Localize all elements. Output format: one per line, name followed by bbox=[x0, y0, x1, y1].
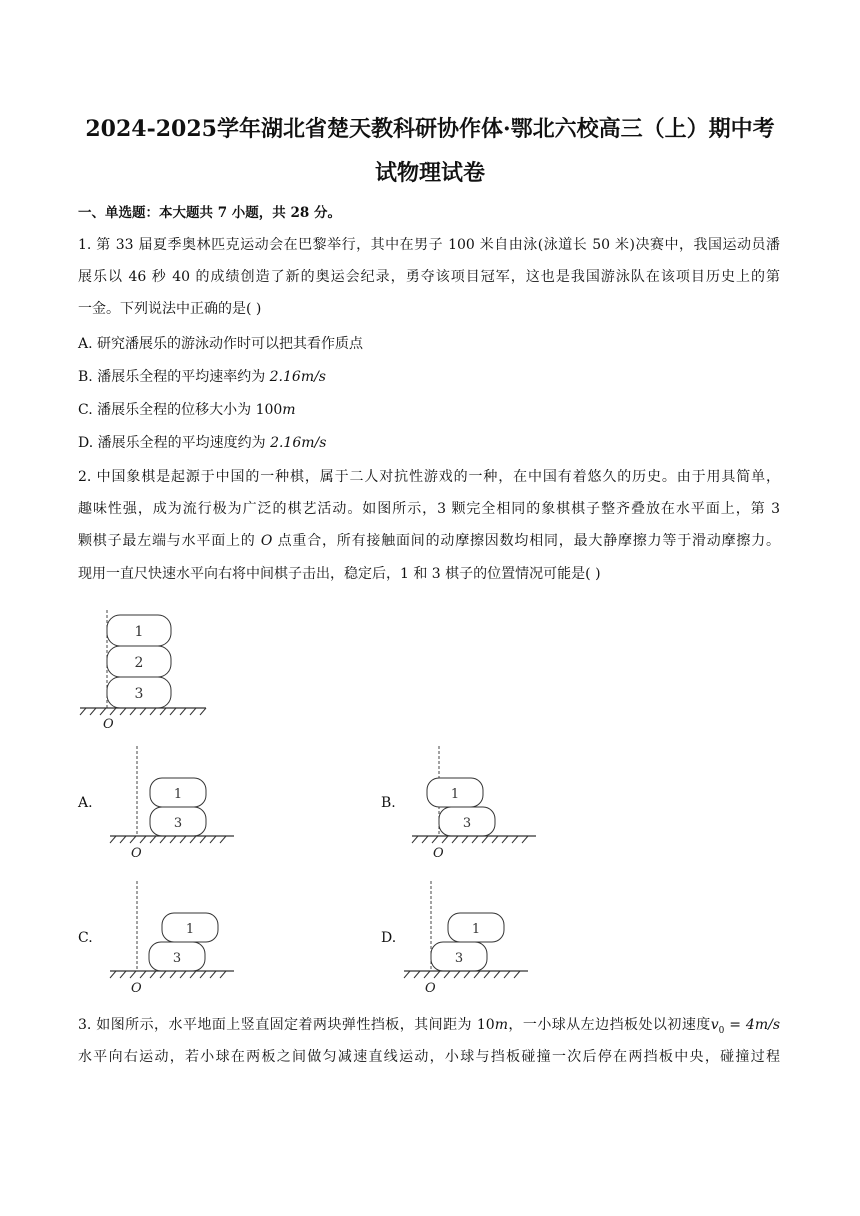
svg-text:3: 3 bbox=[454, 951, 464, 966]
svg-text:O: O bbox=[433, 846, 444, 861]
q2-option-d-figure bbox=[400, 877, 540, 997]
q2-main-figure bbox=[76, 602, 216, 732]
stack-piece-3 bbox=[107, 677, 171, 708]
svg-text:1: 1 bbox=[173, 787, 183, 802]
q2-option-b-figure bbox=[408, 742, 548, 862]
option-a-piece-1 bbox=[150, 778, 206, 807]
svg-text:O: O bbox=[103, 717, 114, 732]
option-b-piece-3 bbox=[439, 807, 495, 836]
svg-text:1: 1 bbox=[185, 922, 195, 937]
svg-text:2: 2 bbox=[134, 655, 144, 671]
exam-title-line2: 试物理试卷 bbox=[374, 160, 485, 186]
stack-piece-1 bbox=[107, 615, 171, 646]
exam-title-line1: 2024-2025学年湖北省楚天教科研协作体·鄂北六校高三（上）期中考 bbox=[85, 116, 775, 142]
q1-option-b: B. 潘展乐全程的平均速率约为 2.16m/s bbox=[78, 369, 326, 385]
svg-text:O: O bbox=[425, 981, 436, 996]
q2-line4: 现用一直尺快速水平向右将中间棋子击出，稳定后，1 和 3 棋子的位置情况可能是( ) bbox=[78, 566, 601, 582]
option-c-piece-1 bbox=[162, 913, 218, 942]
q1-line3: 一金。下列说法中正确的是( ) bbox=[78, 301, 262, 317]
svg-text:3: 3 bbox=[134, 686, 144, 702]
q2-option-b-label: B. bbox=[381, 795, 396, 811]
svg-text:3: 3 bbox=[462, 816, 472, 831]
svg-text:O: O bbox=[131, 846, 142, 861]
section-heading: 一、单选题：本大题共 7 小题，共 28 分。 bbox=[78, 205, 341, 221]
q2-line3: 颗棋子最左端与水平面上的 O 点重合，所有接触面间的动摩擦因数均相同，最大静摩擦力等于滑动摩擦力。 bbox=[78, 533, 780, 549]
q2-line1: 2. 中国象棋是起源于中国的一种棋，属于二人对抗性游戏的一种，在中国有着悠久的历史。由于用具简单， bbox=[78, 469, 780, 485]
stack-piece-2 bbox=[107, 646, 171, 677]
svg-text:1: 1 bbox=[471, 922, 481, 937]
q2-option-c-figure bbox=[106, 877, 246, 997]
q1-option-d: D. 潘展乐全程的平均速度约为 2.16m/s bbox=[78, 435, 327, 451]
svg-text:1: 1 bbox=[134, 624, 144, 640]
q2-option-d-label: D. bbox=[381, 930, 397, 946]
q1-option-c: C. 潘展乐全程的位移大小为 100m bbox=[78, 402, 296, 418]
q2-option-a-label: A. bbox=[78, 795, 93, 811]
q1-line1: 1. 第 33 届夏季奥林匹克运动会在巴黎举行，其中在男子 100 米自由泳(泳道长 50 米)决赛中，我国运动员潘 bbox=[78, 237, 780, 253]
q1-option-a: A. 研究潘展乐的游泳动作时可以把其看作质点 bbox=[78, 336, 364, 352]
option-a-piece-3 bbox=[150, 807, 206, 836]
q2-option-a-figure bbox=[106, 742, 246, 862]
svg-text:O: O bbox=[131, 981, 142, 996]
q3-line2: 水平向右运动，若小球在两板之间做匀减速直线运动，小球与挡板碰撞一次后停在两挡板中央，碰撞过程 bbox=[78, 1049, 780, 1065]
q2-line2: 趣味性强，成为流行极为广泛的棋艺活动。如图所示，3 颗完全相同的象棋棋子整齐叠放在水平面上，第 3 bbox=[78, 501, 780, 517]
option-d-piece-1 bbox=[448, 913, 504, 942]
option-d-piece-3 bbox=[431, 942, 487, 971]
q2-option-c-label: C. bbox=[78, 930, 93, 946]
svg-text:3: 3 bbox=[172, 951, 182, 966]
option-b-piece-1 bbox=[427, 778, 483, 807]
option-c-piece-3 bbox=[149, 942, 205, 971]
svg-text:3: 3 bbox=[173, 816, 183, 831]
q3-line1: 3. 如图所示，水平地面上竖直固定着两块弹性挡板，其间距为 10m，一小球从左边挡板处以初速度$v_0 = 4m/s$ bbox=[78, 1017, 781, 1036]
svg-text:1: 1 bbox=[450, 787, 460, 802]
q1-line2: 展乐以 46 秒 40 的成绩创造了新的奥运会纪录，勇夺该项目冠军，这也是我国游泳队在该项目历史上的第 bbox=[78, 269, 780, 285]
